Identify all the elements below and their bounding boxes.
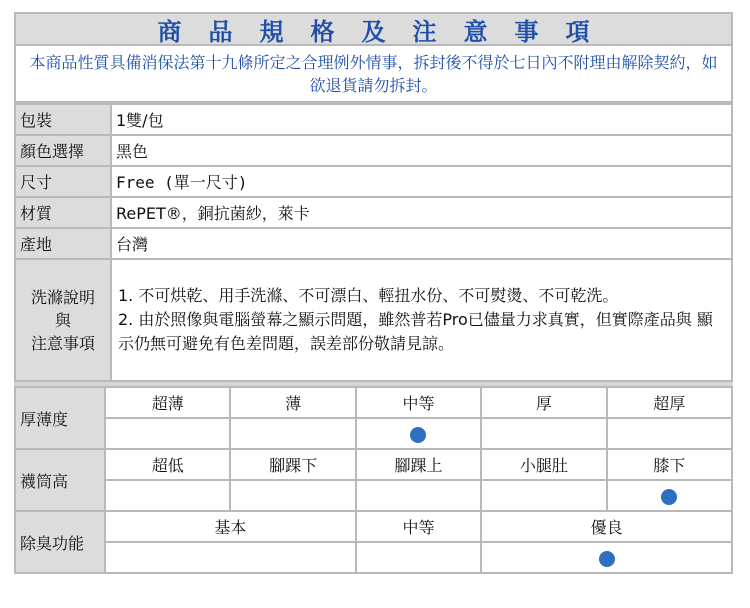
spec-label: 包裝 [15, 104, 111, 135]
selected-dot-icon [410, 427, 426, 443]
height-option: 小腿肚 [481, 449, 606, 480]
spec-row-origin [15, 228, 732, 259]
deodor-indicator-row [15, 542, 732, 573]
wash-label-line: 洗滌說明 [30, 287, 95, 307]
title-bar [14, 12, 733, 46]
height-cell [230, 480, 355, 511]
spec-row-size [15, 166, 732, 197]
deodor-cell [356, 542, 481, 573]
thickness-option: 薄 [230, 387, 355, 418]
thickness-indicator-row [15, 418, 732, 449]
wash-label-line: 與 [54, 310, 71, 330]
thickness-label: 厚薄度 [15, 387, 105, 449]
height-header-row [15, 449, 732, 480]
height-option: 腳踝下 [230, 449, 355, 480]
height-label: 襪筒高 [15, 449, 105, 511]
deodor-option: 優良 [481, 511, 732, 542]
height-indicator-row [15, 480, 732, 511]
height-option: 膝下 [607, 449, 732, 480]
deodor-option: 中等 [356, 511, 481, 542]
deodor-cell [105, 542, 356, 573]
wash-line-2: 2. 由於照像與電腦螢幕之顯示問題，雖然普若Pro已儘量力求真實，但實際產品與 顯示仍無可避免有色差問題，誤差部份敬請見諒。 [118, 310, 713, 353]
wash-text [111, 259, 732, 381]
spec-value: RePET®，銅抗菌紗，萊卡 [111, 197, 732, 228]
selected-dot-icon [661, 489, 677, 505]
thickness-option: 超薄 [105, 387, 230, 418]
spec-label: 尺寸 [15, 166, 111, 197]
wash-label-line: 注意事項 [30, 333, 95, 353]
spec-label: 材質 [15, 197, 111, 228]
thickness-cell [356, 418, 481, 449]
deodor-label: 除臭功能 [15, 511, 105, 573]
spec-value: 黑色 [111, 135, 732, 166]
spec-sheet [14, 12, 733, 574]
spec-row-material [15, 197, 732, 228]
thickness-cell [230, 418, 355, 449]
height-cell [481, 480, 606, 511]
height-cell [607, 480, 732, 511]
deodor-header-row [15, 511, 732, 542]
grade-table [14, 386, 733, 574]
page-title: 商品規格及注意事項 [157, 17, 617, 46]
spec-table [14, 103, 733, 382]
spec-label: 顏色選擇 [15, 135, 111, 166]
deodor-option: 基本 [105, 511, 356, 542]
thickness-header-row [15, 387, 732, 418]
spec-value: Free (單一尺寸) [111, 166, 732, 197]
spec-value: 台灣 [111, 228, 732, 259]
thickness-cell [481, 418, 606, 449]
spec-row-wash [15, 259, 732, 381]
height-cell [105, 480, 230, 511]
spec-value: 1雙/包 [111, 104, 732, 135]
height-cell [356, 480, 481, 511]
wash-line-1: 1. 不可烘乾、用手洗滌、不可漂白、輕扭水份、不可熨燙、不可乾洗。 [118, 286, 619, 305]
spec-row-color [15, 135, 732, 166]
thickness-option: 超厚 [607, 387, 732, 418]
return-notice: 本商品性質具備消保法第十九條所定之合理例外情事，拆封後不得於七日內不附理由解除契約，如欲退貨請勿拆封。 [14, 46, 733, 103]
selected-dot-icon [599, 551, 615, 567]
spec-row-packaging [15, 104, 732, 135]
wash-label [15, 259, 111, 381]
deodor-cell [481, 542, 732, 573]
height-option: 超低 [105, 449, 230, 480]
thickness-cell [607, 418, 732, 449]
height-option: 腳踝上 [356, 449, 481, 480]
thickness-option: 厚 [481, 387, 606, 418]
thickness-cell [105, 418, 230, 449]
thickness-option: 中等 [356, 387, 481, 418]
spec-label: 產地 [15, 228, 111, 259]
